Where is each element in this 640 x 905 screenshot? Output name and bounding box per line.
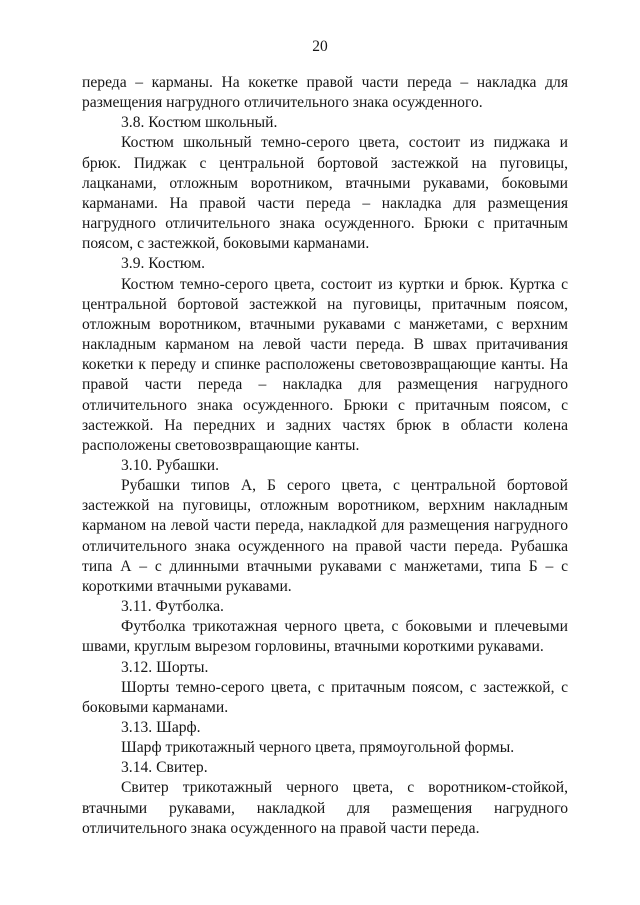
section-heading-3-14: 3.14. Свитер. — [121, 759, 208, 777]
paragraph-continuation: переда – карманы. На кокетке правой части переда – накладка для размещения нагрудного отличительного знака осужденного. — [82, 74, 568, 112]
section-heading-3-10: 3.10. Рубашки. — [121, 456, 220, 474]
page-number: 20 — [312, 38, 328, 55]
paragraph-sweater: Свитер трикотажный черного цвета, с воротником-стойкой, втачными рукавами, накладкой для размещения нагрудного отличительного знака осужденного на правой части переда. — [82, 779, 568, 837]
paragraph-shorts: Шорты темно-серого цвета, с притачным поясом, с застежкой, с боковыми карманами. — [82, 678, 568, 716]
section-heading-3-11: 3.11. Футболка. — [121, 598, 224, 616]
section-heading-3-8: 3.8. Костюм школьный. — [121, 114, 278, 132]
section-heading-3-12: 3.12. Шорты. — [121, 658, 209, 676]
paragraph-scarf: Шарф трикотажный черного цвета, прямоугольной формы. — [121, 739, 515, 757]
section-heading-3-13: 3.13. Шарф. — [121, 719, 201, 736]
document-body — [82, 73, 568, 839]
paragraph-tshirt: Футболка трикотажная черного цвета, с боковыми и плечевыми швами, круглым вырезом горловины, втачными короткими рукавами. — [82, 618, 568, 656]
paragraph-shirts: Рубашки типов А, Б серого цвета, с центральной бортовой застежкой на пуговицы, отложным воротником, верхним накладным карманом на левой части переда, накладкой для размещения нагрудного отличительного знака осужденного на правой части переда. Рубашка типа А – с длинными втачными рукавами с манжетами, типа Б – с короткими втачными рукавами. — [82, 477, 568, 595]
section-heading-3-9: 3.9. Костюм. — [121, 255, 206, 273]
paragraph-suit: Костюм темно-серого цвета, состоит из куртки и брюк. Куртка с центральной бортовой застежкой на пуговицы, притачным поясом, отложным воротником, втачными рукавами с манжетами, с верхним накладным карманом на левой части переда. В швах притачивания кокетки к переду и спинке расположены световозвращающие канты. На правой части переда – накладка для размещения нагрудного отличительного знака осужденного. Брюки с притачным поясом, с застежкой. На передних и задних частях брюк в области колена расположены световозвращающие канты. — [82, 275, 568, 454]
paragraph-school-suit: Костюм школьный темно-серого цвета, состоит из пиджака и брюк. Пиджак с центральной бортовой застежкой на пуговицы, лацканами, отложным воротником, втачными рукавами, боковыми карманами. На правой части переда – накладка для размещения нагрудного отличительного знака осужденного. Брюки с притачным поясом, с застежкой, боковыми карманами. — [82, 134, 568, 253]
